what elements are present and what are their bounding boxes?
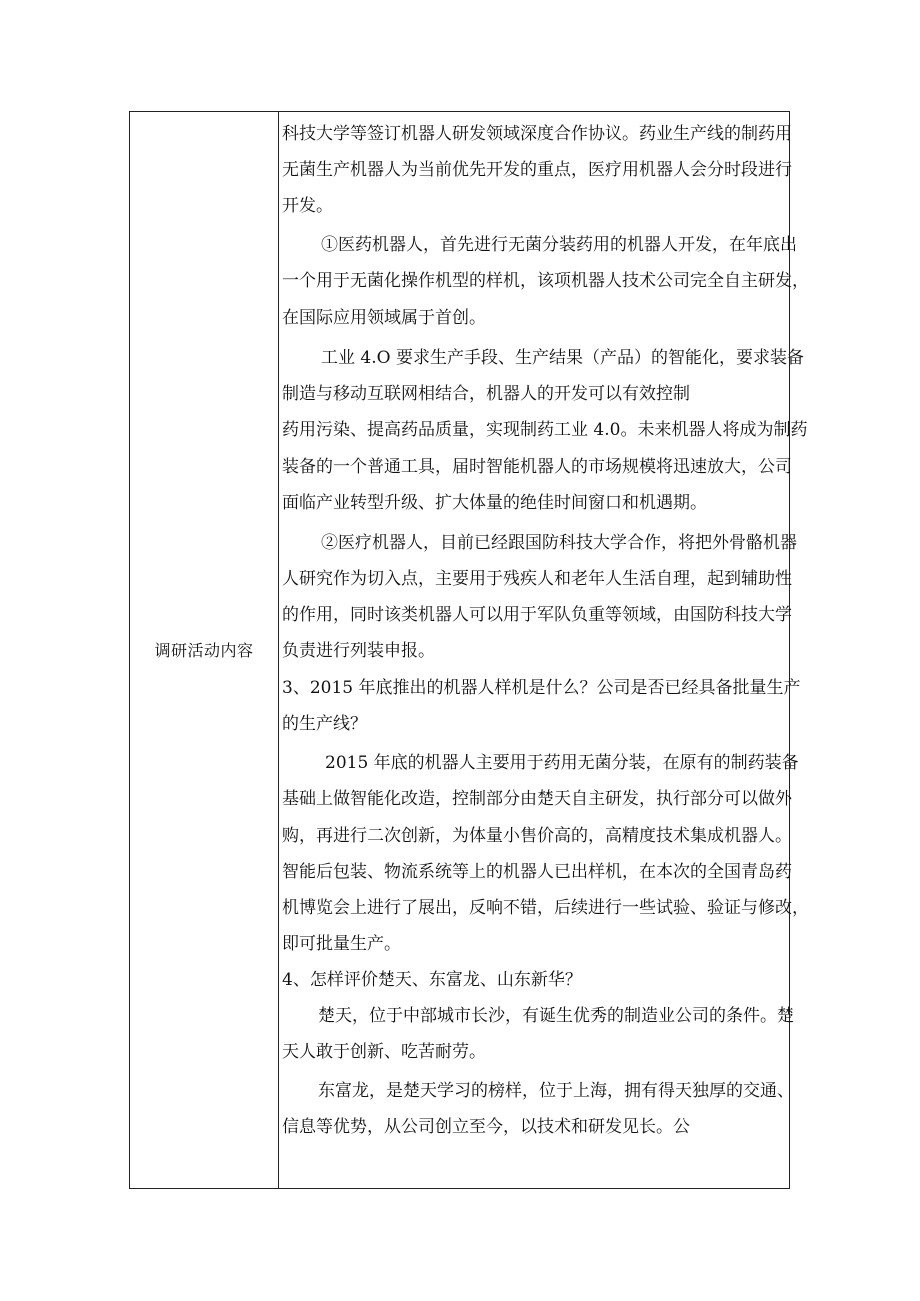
text-line: 楚天，位于中部城市长沙，有诞生优秀的制造业公司的条件。楚 bbox=[318, 1006, 794, 1026]
text-line: 天人敢于创新、吃苦耐劳。 bbox=[282, 1042, 486, 1062]
question-line: 4、怎样评价楚天、东富龙、山东新华？ bbox=[282, 970, 582, 990]
text-line: 制造与移动互联网相结合，机器人的开发可以有效控制 bbox=[282, 384, 690, 404]
report-table bbox=[129, 111, 809, 1189]
text-line: 在国际应用领域属于首创。 bbox=[282, 308, 486, 328]
column-divider bbox=[278, 112, 279, 1188]
text-line: 开发。 bbox=[282, 196, 333, 216]
text-line: 一个用于无菌化操作机型的样机，该项机器人技术公司完全自主研发， bbox=[282, 271, 809, 291]
text-line: 即可批量生产。 bbox=[282, 934, 401, 954]
text-line: 工业 4.O 要求生产手段、生产结果（产品）的智能化，要求装备 bbox=[321, 348, 804, 368]
text-line: 信息等优势，从公司创立至今，以技术和研发见长。公 bbox=[282, 1117, 690, 1137]
text-line: 2015 年底的机器人主要用于药用无菌分装，在原有的制药装备 bbox=[325, 753, 799, 773]
row-label: 调研活动内容 bbox=[154, 640, 254, 660]
text-line: 购，再进行二次创新，为体量小售价高的，高精度技术集成机器人。 bbox=[282, 826, 792, 846]
text-line: ①医药机器人，首先进行无菌分装药用的机器人开发，在年底出 bbox=[321, 235, 797, 255]
text-line: 科技大学等签订机器人研发领域深度合作协议。药业生产线的制药用 bbox=[282, 124, 792, 144]
text-line: 基础上做智能化改造，控制部分由楚天自主研发，执行部分可以做外 bbox=[282, 789, 792, 809]
text-line: ②医疗机器人，目前已经跟国防科技大学合作，将把外骨骼机器 bbox=[321, 533, 797, 553]
text-line: 的作用，同时该类机器人可以用于军队负重等领域，由国防科技大学 bbox=[282, 605, 792, 625]
text-line: 面临产业转型升级、扩大体量的绝佳时间窗口和机遇期。 bbox=[282, 493, 707, 513]
text-line: 装备的一个普通工具，届时智能机器人的市场规模将迅速放大，公司 bbox=[282, 457, 792, 477]
text-line: 智能后包装、物流系统等上的机器人已出样机，在本次的全国青岛药 bbox=[282, 862, 792, 882]
text-line: 负责进行列装申报。 bbox=[282, 641, 435, 661]
text-line: 人研究作为切入点，主要用于残疾人和老年人生活自理，起到辅助性 bbox=[282, 569, 792, 589]
text-line: 东富龙，是楚天学习的榜样，位于上海，拥有得天独厚的交通、 bbox=[318, 1081, 794, 1101]
question-line: 3、2015 年底推出的机器人样机是什么？公司是否已经具备批量生产 bbox=[282, 678, 801, 698]
row-label-cell bbox=[130, 112, 278, 1188]
text-line: 机博览会上进行了展出，反响不错，后续进行一些试验、验证与修改， bbox=[282, 898, 809, 918]
question-line: 的生产线？ bbox=[282, 714, 367, 734]
text-line: 无菌生产机器人为当前优先开发的重点，医疗用机器人会分时段进行 bbox=[282, 160, 792, 180]
text-line: 药用污染、提高药品质量，实现制药工业 4.0。未来机器人将成为制药 bbox=[282, 420, 808, 440]
